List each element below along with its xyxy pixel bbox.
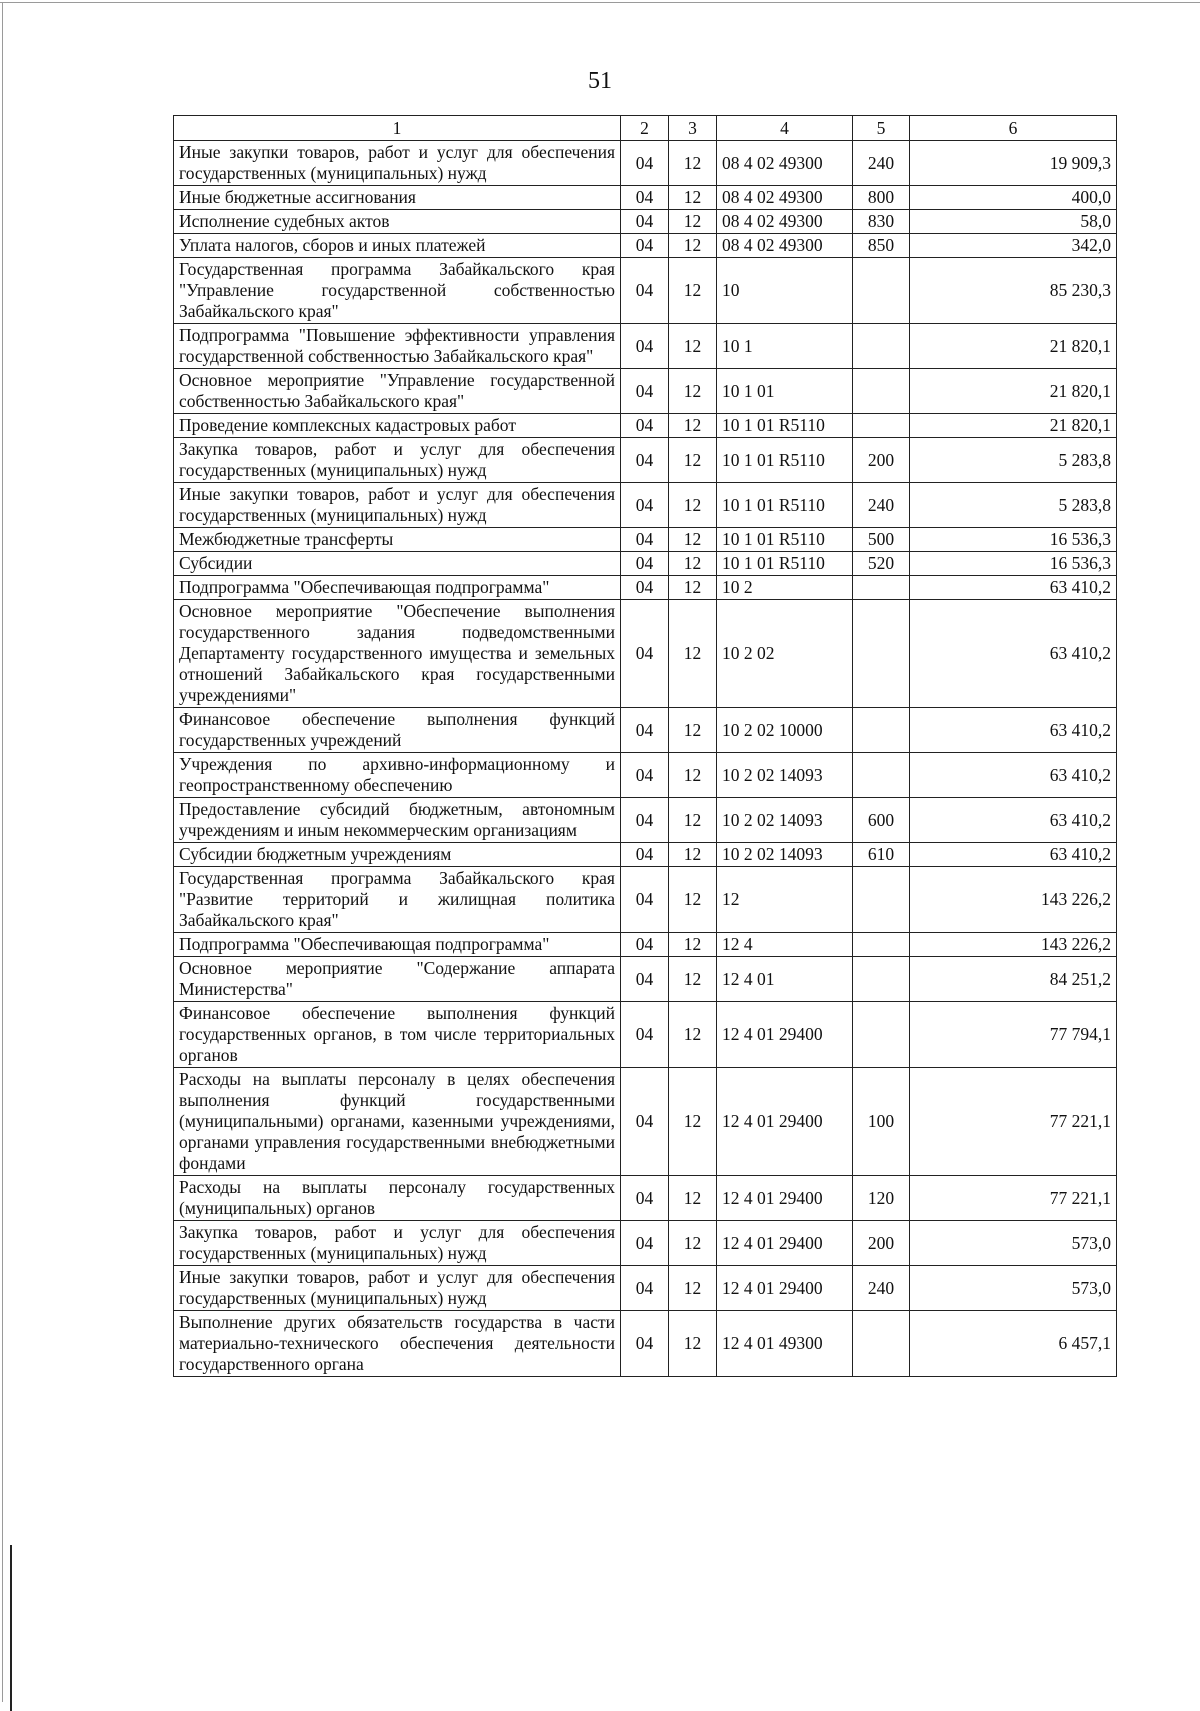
cell-c2: 04 <box>621 141 669 186</box>
cell-c6: 6 457,1 <box>910 1311 1117 1377</box>
cell-c5: 500 <box>853 528 910 552</box>
table-row <box>174 234 1117 258</box>
table-row <box>174 1266 1117 1311</box>
cell-c3: 12 <box>669 753 717 798</box>
cell-c3: 12 <box>669 1002 717 1068</box>
cell-c3: 12 <box>669 1221 717 1266</box>
cell-c6: 16 536,3 <box>910 552 1117 576</box>
cell-c6: 63 410,2 <box>910 576 1117 600</box>
cell-c2: 04 <box>621 438 669 483</box>
cell-c2: 04 <box>621 1266 669 1311</box>
cell-c3: 12 <box>669 600 717 708</box>
cell-c3: 12 <box>669 141 717 186</box>
cell-name: Закупка товаров, работ и услуг для обеспечения государственных (муниципальных) нужд <box>174 1221 621 1266</box>
table-row <box>174 141 1117 186</box>
cell-c6: 63 410,2 <box>910 600 1117 708</box>
cell-c4: 12 4 <box>717 933 853 957</box>
cell-c4: 12 4 01 29400 <box>717 1266 853 1311</box>
cell-c5: 520 <box>853 552 910 576</box>
cell-c3: 12 <box>669 324 717 369</box>
cell-name: Субсидии бюджетным учреждениям <box>174 843 621 867</box>
cell-c2: 04 <box>621 258 669 324</box>
table-header-row <box>174 116 1117 141</box>
cell-c6: 85 230,3 <box>910 258 1117 324</box>
cell-c6: 143 226,2 <box>910 867 1117 933</box>
cell-c5: 240 <box>853 483 910 528</box>
cell-c6: 77 794,1 <box>910 1002 1117 1068</box>
cell-name: Иные бюджетные ассигнования <box>174 186 621 210</box>
cell-c6: 5 283,8 <box>910 483 1117 528</box>
cell-c6: 342,0 <box>910 234 1117 258</box>
table-row <box>174 1002 1117 1068</box>
cell-c2: 04 <box>621 1068 669 1176</box>
budget-table <box>173 115 1117 1377</box>
cell-c6: 143 226,2 <box>910 933 1117 957</box>
column-header: 5 <box>853 116 910 141</box>
cell-c6: 58,0 <box>910 210 1117 234</box>
cell-c6: 21 820,1 <box>910 369 1117 414</box>
cell-name: Иные закупки товаров, работ и услуг для обеспечения государственных (муниципальных) нужд <box>174 1266 621 1311</box>
cell-name: Государственная программа Забайкальского края "Развитие территорий и жилищная политика Забайкальского края" <box>174 867 621 933</box>
cell-c5: 200 <box>853 438 910 483</box>
cell-c4: 10 1 01 <box>717 369 853 414</box>
cell-name: Субсидии <box>174 552 621 576</box>
cell-c6: 77 221,1 <box>910 1068 1117 1176</box>
cell-c3: 12 <box>669 414 717 438</box>
cell-c5: 800 <box>853 186 910 210</box>
cell-c3: 12 <box>669 933 717 957</box>
column-header: 2 <box>621 116 669 141</box>
cell-c4: 10 1 01 R5110 <box>717 483 853 528</box>
cell-name: Иные закупки товаров, работ и услуг для обеспечения государственных (муниципальных) нужд <box>174 483 621 528</box>
cell-c4: 10 2 02 14093 <box>717 753 853 798</box>
column-header: 4 <box>717 116 853 141</box>
cell-c2: 04 <box>621 1176 669 1221</box>
cell-c4: 10 1 01 R5110 <box>717 552 853 576</box>
cell-c4: 12 4 01 29400 <box>717 1068 853 1176</box>
table-row <box>174 210 1117 234</box>
cell-c4: 10 2 <box>717 576 853 600</box>
cell-c3: 12 <box>669 369 717 414</box>
cell-c4: 10 2 02 10000 <box>717 708 853 753</box>
cell-c4: 10 1 01 R5110 <box>717 528 853 552</box>
cell-c2: 04 <box>621 552 669 576</box>
table-row <box>174 843 1117 867</box>
cell-c5 <box>853 708 910 753</box>
cell-c5 <box>853 324 910 369</box>
page-border-left <box>2 2 3 1702</box>
cell-name: Учреждения по архивно-информационному и геопространственному обеспечению <box>174 753 621 798</box>
cell-c6: 63 410,2 <box>910 753 1117 798</box>
cell-c3: 12 <box>669 708 717 753</box>
cell-name: Проведение комплексных кадастровых работ <box>174 414 621 438</box>
cell-c6: 400,0 <box>910 186 1117 210</box>
cell-c5: 240 <box>853 141 910 186</box>
cell-c5 <box>853 933 910 957</box>
table-row <box>174 798 1117 843</box>
column-header: 3 <box>669 116 717 141</box>
table-row <box>174 1221 1117 1266</box>
cell-c4: 08 4 02 49300 <box>717 234 853 258</box>
cell-c2: 04 <box>621 369 669 414</box>
cell-c2: 04 <box>621 528 669 552</box>
cell-c5 <box>853 1311 910 1377</box>
table-row <box>174 324 1117 369</box>
cell-c3: 12 <box>669 258 717 324</box>
margin-mark <box>10 1545 12 1711</box>
table-row <box>174 576 1117 600</box>
cell-c2: 04 <box>621 798 669 843</box>
cell-c2: 04 <box>621 753 669 798</box>
cell-c3: 12 <box>669 798 717 843</box>
page-border-top <box>0 2 1200 3</box>
table-row <box>174 957 1117 1002</box>
table-row <box>174 867 1117 933</box>
cell-c5: 240 <box>853 1266 910 1311</box>
table-row <box>174 933 1117 957</box>
cell-name: Уплата налогов, сборов и иных платежей <box>174 234 621 258</box>
cell-c5: 120 <box>853 1176 910 1221</box>
cell-c2: 04 <box>621 186 669 210</box>
cell-c5 <box>853 369 910 414</box>
table-row <box>174 1176 1117 1221</box>
cell-c4: 10 2 02 14093 <box>717 798 853 843</box>
cell-name: Государственная программа Забайкальского края "Управление государственной собственностью Забайкальского края" <box>174 258 621 324</box>
cell-c3: 12 <box>669 1176 717 1221</box>
cell-c2: 04 <box>621 957 669 1002</box>
cell-c3: 12 <box>669 438 717 483</box>
cell-c2: 04 <box>621 210 669 234</box>
table-body <box>174 141 1117 1377</box>
cell-c2: 04 <box>621 933 669 957</box>
cell-name: Иные закупки товаров, работ и услуг для обеспечения государственных (муниципальных) нужд <box>174 141 621 186</box>
cell-c4: 10 2 02 <box>717 600 853 708</box>
cell-name: Межбюджетные трансферты <box>174 528 621 552</box>
column-header: 1 <box>174 116 621 141</box>
cell-c5 <box>853 753 910 798</box>
cell-c2: 04 <box>621 483 669 528</box>
cell-name: Финансовое обеспечение выполнения функций государственных органов, в том числе территориальных органов <box>174 1002 621 1068</box>
cell-c2: 04 <box>621 414 669 438</box>
cell-c3: 12 <box>669 957 717 1002</box>
cell-c6: 573,0 <box>910 1266 1117 1311</box>
cell-c5: 850 <box>853 234 910 258</box>
cell-c2: 04 <box>621 576 669 600</box>
cell-c4: 12 4 01 <box>717 957 853 1002</box>
cell-c5 <box>853 1002 910 1068</box>
cell-name: Основное мероприятие "Управление государственной собственностью Забайкальского края" <box>174 369 621 414</box>
cell-c6: 77 221,1 <box>910 1176 1117 1221</box>
cell-c4: 10 1 <box>717 324 853 369</box>
cell-name: Подпрограмма "Повышение эффективности управления государственной собственностью Забайкальского края" <box>174 324 621 369</box>
cell-c5 <box>853 867 910 933</box>
page-number: 51 <box>588 68 612 94</box>
cell-c6: 63 410,2 <box>910 708 1117 753</box>
cell-name: Финансовое обеспечение выполнения функций государственных учреждений <box>174 708 621 753</box>
cell-c4: 08 4 02 49300 <box>717 210 853 234</box>
cell-name: Подпрограмма "Обеспечивающая подпрограмма" <box>174 576 621 600</box>
cell-c2: 04 <box>621 234 669 258</box>
cell-c4: 10 2 02 14093 <box>717 843 853 867</box>
cell-c4: 10 1 01 R5110 <box>717 438 853 483</box>
cell-c5: 610 <box>853 843 910 867</box>
table-row <box>174 1068 1117 1176</box>
cell-c3: 12 <box>669 576 717 600</box>
cell-c6: 21 820,1 <box>910 414 1117 438</box>
table-row <box>174 414 1117 438</box>
cell-c6: 63 410,2 <box>910 798 1117 843</box>
cell-c2: 04 <box>621 324 669 369</box>
column-header: 6 <box>910 116 1117 141</box>
table-row <box>174 708 1117 753</box>
cell-c4: 12 4 01 29400 <box>717 1002 853 1068</box>
cell-c3: 12 <box>669 843 717 867</box>
cell-c4: 12 4 01 29400 <box>717 1221 853 1266</box>
cell-name: Выполнение других обязательств государства в части материально-технического обеспечения деятельности государственного органа <box>174 1311 621 1377</box>
cell-c2: 04 <box>621 1221 669 1266</box>
cell-c4: 10 1 01 R5110 <box>717 414 853 438</box>
cell-c3: 12 <box>669 1266 717 1311</box>
cell-c2: 04 <box>621 1002 669 1068</box>
cell-c3: 12 <box>669 186 717 210</box>
cell-c3: 12 <box>669 528 717 552</box>
table-row <box>174 186 1117 210</box>
cell-name: Предоставление субсидий бюджетным, автономным учреждениям и иным некоммерческим организациям <box>174 798 621 843</box>
cell-c6: 573,0 <box>910 1221 1117 1266</box>
table-row <box>174 753 1117 798</box>
cell-c3: 12 <box>669 210 717 234</box>
table-row <box>174 552 1117 576</box>
cell-c5 <box>853 576 910 600</box>
table-row <box>174 258 1117 324</box>
cell-c5 <box>853 957 910 1002</box>
cell-name: Закупка товаров, работ и услуг для обеспечения государственных (муниципальных) нужд <box>174 438 621 483</box>
cell-c2: 04 <box>621 708 669 753</box>
cell-c5: 830 <box>853 210 910 234</box>
cell-c4: 08 4 02 49300 <box>717 186 853 210</box>
cell-name: Основное мероприятие "Обеспечение выполнения государственного задания подведомственными Департаменту государственного имущества и земельных отношений Забайкальского края государственными учреждениями" <box>174 600 621 708</box>
cell-c3: 12 <box>669 552 717 576</box>
cell-c6: 19 909,3 <box>910 141 1117 186</box>
cell-c3: 12 <box>669 234 717 258</box>
cell-c3: 12 <box>669 1311 717 1377</box>
table-row <box>174 600 1117 708</box>
cell-c5: 600 <box>853 798 910 843</box>
cell-c5 <box>853 258 910 324</box>
cell-c6: 16 536,3 <box>910 528 1117 552</box>
cell-c2: 04 <box>621 1311 669 1377</box>
cell-c6: 5 283,8 <box>910 438 1117 483</box>
cell-name: Расходы на выплаты персоналу в целях обеспечения выполнения функций государственными (муниципальными) органами, казенными учреждениями, органами управления государственными внебюджетными фондами <box>174 1068 621 1176</box>
cell-c3: 12 <box>669 867 717 933</box>
cell-c6: 63 410,2 <box>910 843 1117 867</box>
cell-c4: 12 4 01 29400 <box>717 1176 853 1221</box>
cell-c5 <box>853 600 910 708</box>
table-row <box>174 1311 1117 1377</box>
cell-c2: 04 <box>621 843 669 867</box>
cell-name: Подпрограмма "Обеспечивающая подпрограмма" <box>174 933 621 957</box>
cell-c4: 10 <box>717 258 853 324</box>
cell-name: Расходы на выплаты персоналу государственных (муниципальных) органов <box>174 1176 621 1221</box>
cell-c4: 12 <box>717 867 853 933</box>
table-row <box>174 438 1117 483</box>
cell-c3: 12 <box>669 483 717 528</box>
cell-c5 <box>853 414 910 438</box>
cell-c2: 04 <box>621 867 669 933</box>
cell-c3: 12 <box>669 1068 717 1176</box>
cell-name: Исполнение судебных актов <box>174 210 621 234</box>
cell-c4: 08 4 02 49300 <box>717 141 853 186</box>
cell-c6: 21 820,1 <box>910 324 1117 369</box>
cell-c5: 200 <box>853 1221 910 1266</box>
cell-name: Основное мероприятие "Содержание аппарата Министерства" <box>174 957 621 1002</box>
table-row <box>174 483 1117 528</box>
cell-c2: 04 <box>621 600 669 708</box>
cell-c4: 12 4 01 49300 <box>717 1311 853 1377</box>
cell-c5: 100 <box>853 1068 910 1176</box>
table-row <box>174 369 1117 414</box>
table-row <box>174 528 1117 552</box>
cell-c6: 84 251,2 <box>910 957 1117 1002</box>
